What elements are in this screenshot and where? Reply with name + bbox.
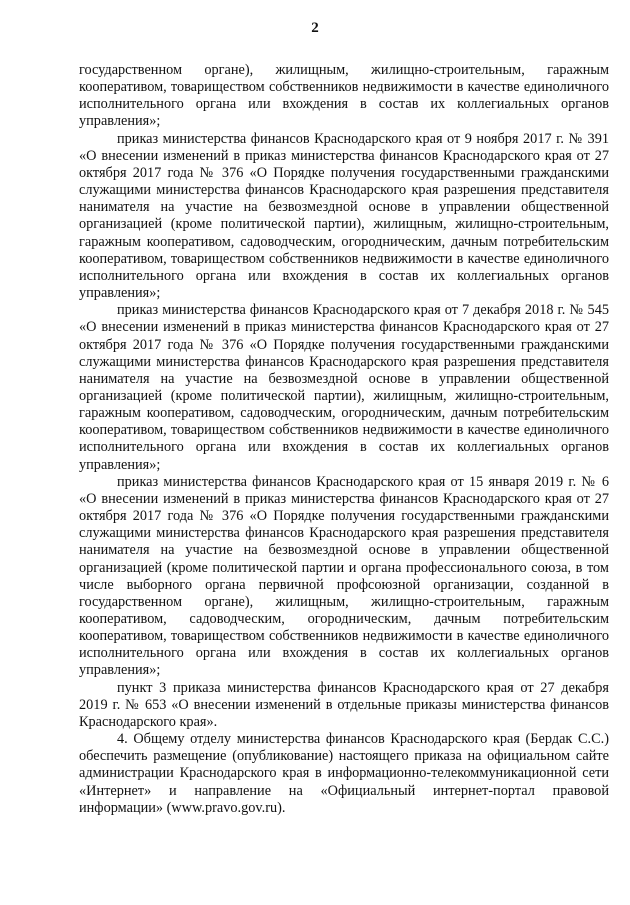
paragraph-item-4: 4. Общему отделу министерства финансов Краснодарского края (Бердак С.С.) обеспечить размещение (опубликование) настоящего приказа на официальном сайте администрации Краснодарского края в информационно-телекоммуникационной сети «Интернет» и направление на «Официальный интернет-портал правовой информации» (www.pravo.gov.ru). [79, 731, 609, 816]
paragraph-continuation: государственном органе), жилищным, жилищно-строительным, гаражным кооперативом, товариществом собственников недвижимости в качестве единоличного исполнительного органа или вхождения в состав их коллегиальных органов управления»; [79, 62, 609, 130]
paragraph-order-6: приказ министерства финансов Краснодарского края от 15 января 2019 г. № 6 «О внесении изменений в приказ министерства финансов Краснодарского края от 27 октября 2017 года № 376 «О Порядке получения государственными гражданскими служащими министерства финансов Краснодарского края разрешения представителя нанимателя на участие на безвозмездной основе в управлении общественной организацией (кроме политической партии и органа профессионального союза, в том числе выборного органа первичной профсоюзной организации, созданной в государственном органе), жилищным, жилищно-строительным, гаражным кооперативом, садоводческим, огородническим, дачным потребительским кооперативом, товариществом собственников недвижимости в качестве единоличного исполнительного органа или вхождения в состав их коллегиальных органов управления»; [79, 473, 609, 679]
document-body [79, 62, 609, 817]
paragraph-order-391: приказ министерства финансов Краснодарского края от 9 ноября 2017 г. № 391 «О внесении изменений в приказ министерства финансов Краснодарского края от 27 октября 2017 года № 376 «О Порядке получения государственными гражданскими служащими министерства финансов Краснодарского края разрешения представителя нанимателя на участие на безвозмездной основе в управлении общественной организацией (кроме политической партии), жилищным, жилищно-строительным, гаражным кооперативом, садоводческим, огородническим, дачным потребительским кооперативом, товариществом собственников недвижимости в качестве единоличного исполнительного органа или вхождения в состав их коллегиальных органов управления»; [79, 130, 609, 302]
page-number: 2 [311, 20, 319, 36]
paragraph-order-653: пункт 3 приказа министерства финансов Краснодарского края от 27 декабря 2019 г. № 653 «О внесении изменений в отдельные приказы министерства финансов Краснодарского края». [79, 679, 609, 730]
paragraph-order-545: приказ министерства финансов Краснодарского края от 7 декабря 2018 г. № 545 «О внесении изменений в приказ министерства финансов Краснодарского края от 27 октября 2017 года № 376 «О Порядке получения государственными гражданскими служащими министерства финансов Краснодарского края разрешения представителя нанимателя на участие на безвозмездной основе в управлении общественной организацией (кроме политической партии), жилищным, жилищно-строительным, гаражным кооперативом, садоводческим, огородническим, дачным потребительским кооперативом, товариществом собственников недвижимости в качестве единоличного исполнительного органа или вхождения в состав их коллегиальных органов управления»; [79, 302, 609, 473]
